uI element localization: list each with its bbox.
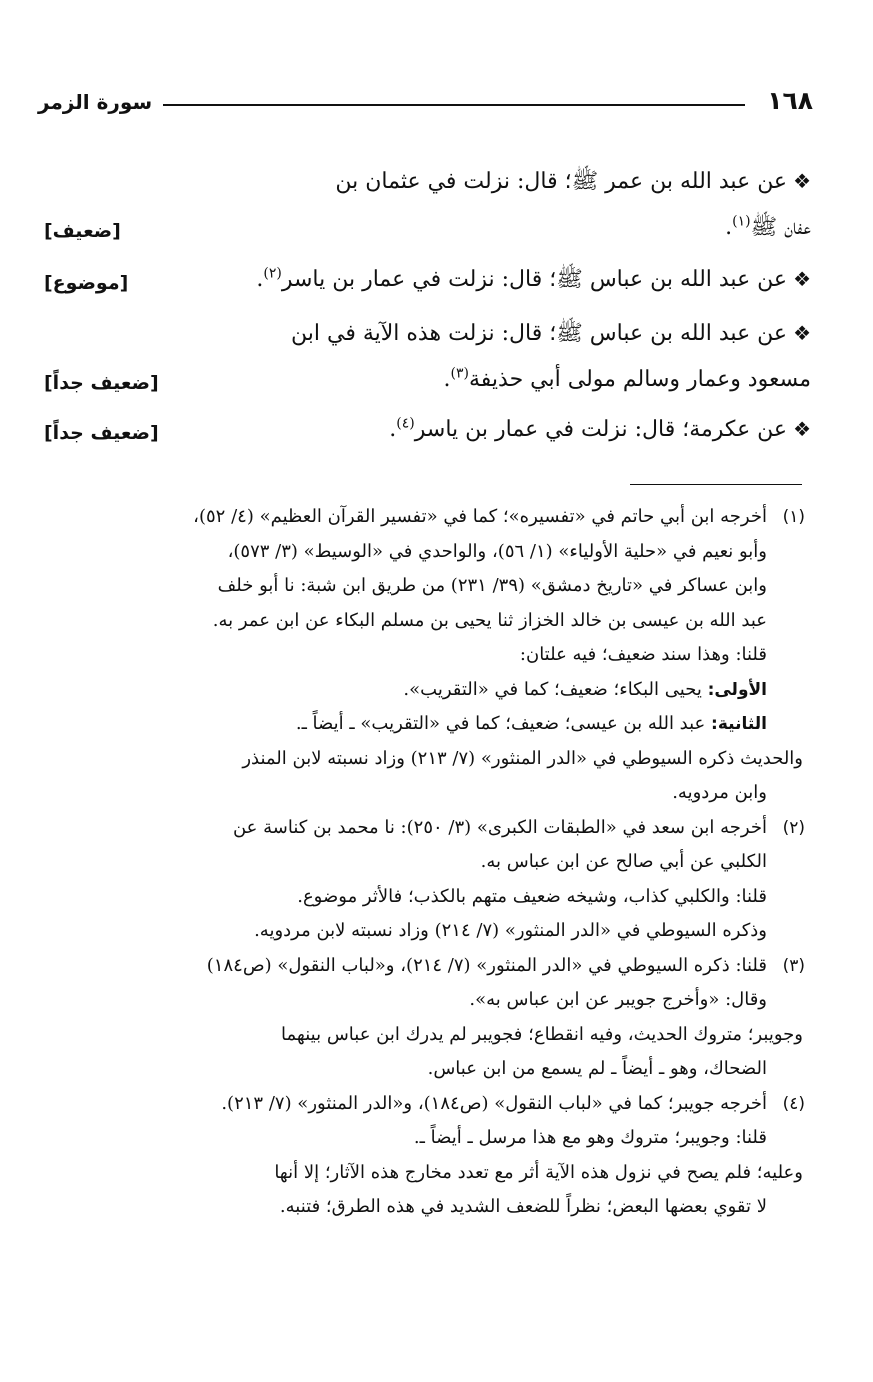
narration-line bbox=[44, 256, 811, 303]
bold-label: الأولى: bbox=[707, 679, 767, 700]
footnote-line: الضحاك، وهو ـ أيضاً ـ لم يسمع من ابن عباس. bbox=[427, 1058, 767, 1079]
narration-4 bbox=[44, 406, 811, 453]
page-number: ١٦٨ bbox=[767, 86, 813, 115]
footnote-3 bbox=[42, 949, 803, 1087]
narration-line bbox=[44, 310, 811, 357]
grade-label: [ضعيف جداً] bbox=[44, 372, 159, 394]
narration-text: عن عبد الله بن عمر ﷺ؛ قال: نزلت في عثمان بن bbox=[335, 169, 788, 194]
narration-text: مسعود وعمار وسالم مولى أبي حذيفة bbox=[468, 367, 811, 392]
star-icon: ❖ bbox=[793, 267, 811, 291]
footnote-text: يحيى البكاء؛ ضعيف؛ كما في «التقريب». bbox=[403, 678, 708, 700]
footnote-2 bbox=[42, 811, 803, 949]
footnote-line: والحديث ذكره السيوطي في «الدر المنثور» (٧/ ٢١٣) وزاد نسبته لابن المنذر bbox=[242, 747, 803, 769]
footnote-line: لا تقوي بعضها البعض؛ نظراً للضعف الشديد في هذه الطرق؛ فتنبه. bbox=[279, 1196, 767, 1217]
star-icon: ❖ bbox=[793, 417, 811, 441]
footnote-4 bbox=[42, 1087, 803, 1225]
footnote-text: عبد الله بن عيسى؛ ضعيف؛ كما في «التقريب» ـ أيضاً ـ. bbox=[295, 713, 712, 734]
narration-2 bbox=[44, 256, 811, 303]
narration-line bbox=[44, 406, 811, 453]
footnote-ref: (٤) bbox=[396, 415, 415, 432]
page-header bbox=[38, 84, 813, 124]
star-icon: ❖ bbox=[793, 321, 811, 345]
footnote-line: قلنا: ذكره السيوطي في «الدر المنثور» (٧/ ٢١٤)، و«لباب النقول» (ص١٨٤) bbox=[206, 954, 767, 976]
grade-label: [موضوع] bbox=[44, 272, 129, 294]
grade-label: [ضعيف] bbox=[44, 220, 121, 242]
footnote-number: (٢) bbox=[782, 817, 805, 838]
star-icon: ❖ bbox=[793, 169, 811, 193]
footnote-number: (٣) bbox=[782, 955, 805, 976]
bold-label: الثانية: bbox=[711, 714, 767, 734]
footnote-line: قلنا: والكلبي كذاب، وشيخه ضعيف متهم بالكذب؛ فالأثر موضوع. bbox=[297, 885, 767, 907]
narration-line bbox=[44, 205, 811, 251]
narration-text: عفان ﷺ bbox=[750, 215, 811, 240]
surah-title: سورة الزمر bbox=[38, 90, 153, 114]
period: . bbox=[256, 267, 264, 292]
period: . bbox=[389, 417, 397, 442]
footnote-line: وذكره السيوطي في «الدر المنثور» (٧/ ٢١٤) وزاد نسبته لابن مردويه. bbox=[254, 920, 767, 941]
footnote-separator bbox=[630, 484, 802, 485]
footnote-line: أخرجه جويبر؛ كما في «لباب النقول» (ص١٨٤)، و«الدر المنثور» (٧/ ٢١٣). bbox=[221, 1092, 767, 1114]
footnote-ref: (٣) bbox=[450, 365, 469, 382]
header-rule bbox=[163, 104, 745, 106]
footnote-line: وابن عساكر في «تاريخ دمشق» (٣٩/ ٢٣١) من طريق ابن شبة: نا أبو خلف bbox=[217, 575, 767, 596]
footnote-line: وجويبر؛ متروك الحديث، وفيه انقطاع؛ فجويبر لم يدرك ابن عباس بينهما bbox=[281, 1023, 803, 1045]
footnote-ref: (٢) bbox=[263, 265, 282, 282]
footnote-line: وأبو نعيم في «حلية الأولياء» (١/ ٥٦)، والواحدي في «الوسيط» (٣/ ٥٧٣)، bbox=[227, 540, 767, 562]
footnote-line bbox=[42, 707, 767, 742]
footnote-line: أخرجه ابن سعد في «الطبقات الكبرى» (٣/ ٢٥٠): نا محمد بن كناسة عن bbox=[232, 816, 767, 838]
period: . bbox=[443, 367, 451, 392]
footnote-line: عبد الله بن عيسى بن خالد الخزاز ثنا يحيى بن مسلم البكاء عن ابن عمر به. bbox=[212, 609, 767, 631]
footnote-line: قلنا: وجويبر؛ متروك وهو مع هذا مرسل ـ أيضاً ـ. bbox=[413, 1127, 767, 1148]
footnote-line: وعليه؛ فلم يصح في نزول هذه الآية أثر مع تعدد مخارج هذه الآثار؛ إلا أنها bbox=[274, 1161, 803, 1183]
footnote-line: الكلبي عن أبي صالح عن ابن عباس به. bbox=[480, 851, 767, 872]
footnote-1 bbox=[42, 500, 803, 811]
narration-text: عن عبد الله بن عباس ﷺ؛ قال: نزلت في عمار بن ياسر bbox=[281, 267, 788, 292]
footnote-number: (٤) bbox=[782, 1093, 805, 1114]
narration-1 bbox=[44, 158, 811, 251]
grade-label: [ضعيف جداً] bbox=[44, 422, 159, 444]
footnote-number: (١) bbox=[782, 507, 805, 527]
footnote-line: أخرجه ابن أبي حاتم في «تفسيره»؛ كما في «تفسير القرآن العظيم» (٤/ ٥٢)، bbox=[193, 506, 767, 527]
footnotes bbox=[42, 500, 803, 1225]
footnote-line bbox=[42, 673, 767, 708]
narration-3 bbox=[44, 310, 811, 403]
footnote-line: وقال: «وأخرج جويبر عن ابن عباس به». bbox=[469, 989, 767, 1010]
footnote-ref: (١) bbox=[732, 213, 751, 230]
footnote-line: وابن مردويه. bbox=[672, 782, 767, 803]
narration-text: عن عكرمة؛ قال: نزلت في عمار بن ياسر bbox=[414, 417, 788, 442]
narration-text: عن عبد الله بن عباس ﷺ؛ قال: نزلت هذه الآية في ابن bbox=[291, 321, 788, 346]
footnote-line: قلنا: وهذا سند ضعيف؛ فيه علتان: bbox=[519, 644, 767, 665]
narration-line bbox=[44, 158, 811, 205]
narration-line bbox=[44, 357, 811, 403]
period: . bbox=[725, 215, 733, 240]
